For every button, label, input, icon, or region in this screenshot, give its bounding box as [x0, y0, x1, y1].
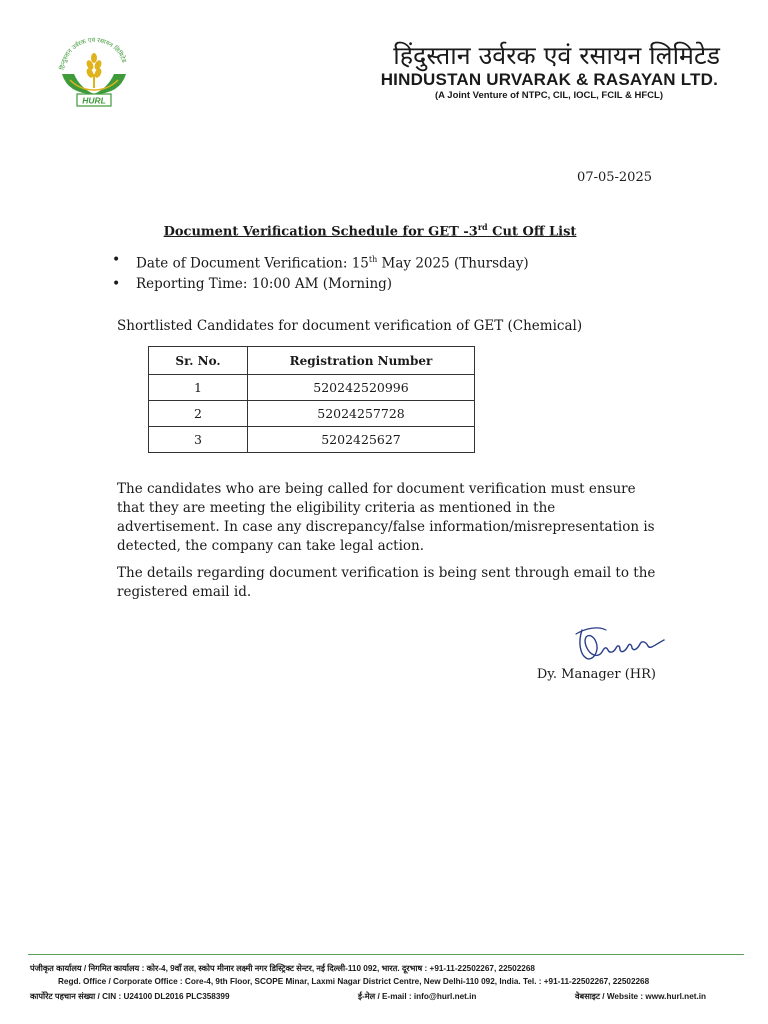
company-name-english: HINDUSTAN URVARAK & RASAYAN LTD. — [380, 70, 718, 89]
logo-arc-text: हिन्दुस्तान उर्वरक एवं रसायन लिमिटेड — [59, 36, 128, 71]
verification-date-sup: th — [368, 255, 378, 264]
title-sup: rd — [477, 222, 488, 232]
table-cell-sr-no: 1 — [149, 375, 248, 401]
table-cell-registration-number: 520242520996 — [248, 375, 475, 401]
table-cell-sr-no: 3 — [149, 427, 248, 453]
table-header-row — [149, 347, 475, 375]
footer-email: ई-मेल / E-mail : info@hurl.net.in — [358, 992, 477, 1001]
table-cell-sr-no: 2 — [149, 401, 248, 427]
column-header-registration-number: Registration Number — [248, 347, 475, 375]
joint-venture-note: (A Joint Venture of NTPC, CIL, IOCL, FCIL & HFCL) — [435, 90, 663, 101]
shortlist-heading: Shortlisted Candidates for document verification of GET (Chemical) — [117, 318, 583, 334]
footer-divider — [28, 954, 744, 955]
eligibility-paragraph: The candidates who are being called for document verification must ensure that they are meeting the eligibility criteria as mentioned in the advertisement. In case any discrepancy/false information/misrepresentation is detected, the company can take legal action. — [117, 481, 655, 554]
table-cell-registration-number: 52024257728 — [248, 401, 475, 427]
hurl-logo — [50, 28, 138, 112]
footer-website: वेबसाइट / Website : www.hurl.net.in — [575, 992, 707, 1001]
schedule-bullets — [112, 250, 529, 294]
table-row — [149, 427, 475, 453]
verification-date-prefix: Date of Document Verification: 15 — [136, 255, 369, 272]
logo-abbr: HURL — [82, 95, 106, 106]
verification-date-suffix: May 2025 (Thursday) — [377, 255, 529, 272]
table-row — [149, 401, 475, 427]
registration-table — [148, 346, 475, 453]
document-date: 07-05-2025 — [577, 170, 652, 185]
email-notice-paragraph: The details regarding document verification is being sent through email to the registered email id. — [117, 565, 656, 600]
title-suffix: Cut Off List — [487, 224, 577, 240]
footer-cin: कार्पोरेट पहचान संख्या / CIN : U24100 DL2016 PLC358399 — [30, 992, 230, 1001]
signature — [572, 622, 676, 666]
column-header-sr-no: Sr. No. — [149, 347, 248, 375]
footer-address-english: Regd. Office / Corporate Office : Core-4, 9th Floor, SCOPE Minar, Laxmi Nagar District Centre, New Delhi-110 092, India. Tel. : +91-11-22502267, 22502268 — [58, 977, 650, 986]
document-title — [100, 222, 640, 239]
title-prefix: Document Verification Schedule for GET -3 — [163, 224, 478, 240]
footer-address-hindi: पंजीकृत कार्यालय / निगमित कार्यालय : कोर-4, 9वाँ तल, स्कोप मीनार लक्ष्मी नगर डिस्ट्रिक्ट सेन्टर, नई दिल्ली-110 092, भारत. दूरभाष : +91-11-22502267, 22502268 — [30, 964, 535, 973]
signatory-designation: Dy. Manager (HR) — [536, 667, 656, 682]
reporting-time-item: • Reporting Time: 10:00 AM (Morning) — [112, 274, 529, 294]
company-name-hindi: हिंदुस्तान उर्वरक एवं रसायन लिमिटेड — [393, 41, 720, 70]
verification-date-item — [112, 250, 529, 274]
table-row — [149, 375, 475, 401]
table-cell-registration-number: 5202425627 — [248, 427, 475, 453]
